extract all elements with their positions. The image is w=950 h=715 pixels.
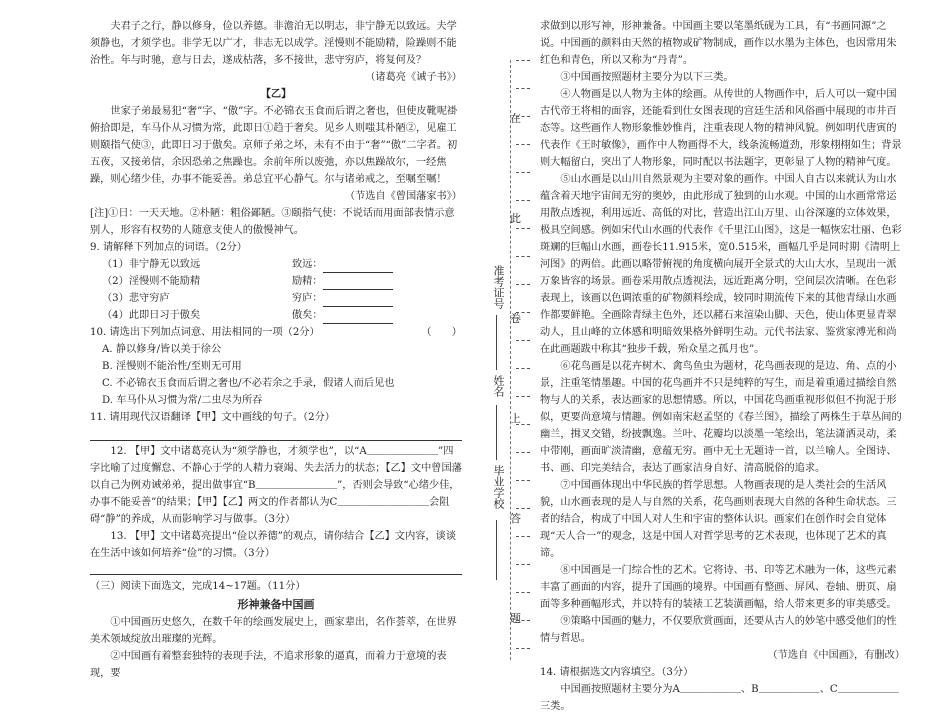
school-field[interactable] (496, 520, 497, 580)
margin-dash (516, 256, 530, 257)
margin-dash (516, 620, 530, 621)
margin-dash (516, 424, 530, 425)
margin-dash (516, 200, 530, 201)
q11-answer-line[interactable] (90, 426, 462, 441)
q10-option-b: B. 淫慢则不能治性/至则无可用 (102, 361, 242, 372)
left-column (90, 18, 462, 682)
margin-dash (516, 396, 530, 397)
margin-char: 题 (510, 612, 521, 625)
margin-dash (516, 312, 530, 313)
answer-blank[interactable] (323, 312, 393, 324)
passage-yi: 世家子弟最易犯“奢”字、“傲”字。不必锦衣玉食而后谓之奢也，但使皮靴呢褂俯拾即是，车马仆从习惯为常，此即日①趋于奢矣。见乡人则嗤其朴陋②，见雇工则颐指气使③，此即日习于傲矣。京师子弟之坏，未有不由于“奢”“傲”二字者。初五夜，又接弟信，余因恐弟之焦躁也。余前年所以废弛，亦以焦躁故尔，一经焦躁，则心绪少佳，办事不能妥善。弟总宜平心静气。尔与诸弟戒之，至嘱至嘱！ (90, 106, 458, 185)
margin-dash (516, 648, 530, 649)
margin-dash (516, 564, 530, 565)
margin-dash (516, 368, 530, 369)
margin-dash (516, 452, 530, 453)
name-label: 姓名 (492, 375, 505, 397)
q9-row-4: （4）此即日习于傲矣 傲矣： (90, 307, 462, 324)
binding-margin (476, 60, 536, 660)
q10-option-a: A. 静以修身/皆以美于徐公 (102, 344, 222, 355)
margin-dash (516, 480, 530, 481)
margin-char: 上 (510, 412, 521, 425)
article-para-7: ⑦中国画体现出中华民族的哲学思想。人物画表现的是人类社会的生活风貌，山水画表现的是人与自然的关系，花鸟画则表现大自然的各种生命状态。三者的结合，构成了中国人对人生和宇宙的整体认识。画家们在创作时会自觉体现“天人合一”的观念，这是中国人对哲学思考的艺术表现，也体现了艺术的真谛。 (540, 480, 897, 559)
seal-line (510, 60, 511, 660)
exam-number-label: 准考证号 (492, 265, 505, 309)
passage-jia: 夫君子之行，静以修身，俭以养德。非澹泊无以明志，非宁静无以致远。夫学须静也，才须学也。非学无以广才，非志无以成学。淫慢则不能励精，险躁则不能治性。年与时驰，意与日去，遂成枯落，多不接世，悲守穷庐，将复何及？ (90, 21, 457, 66)
margin-char: 此 (510, 212, 521, 225)
margin-char: 答 (510, 512, 521, 525)
article-para-9: ⑨策略中国画的魅力，不仅要欣赏画面，还要从古人的妙笔中感受他们的性情与哲思。 (540, 616, 897, 644)
question-14: 14. 请根据选文内容填空。（3分） (540, 667, 694, 678)
margin-dash (516, 144, 530, 145)
article-para-8: ⑧中国画是一门综合性的艺术。它将诗、书、印等艺术融为一体，这些元素丰富了画面的内容，提升了国画的境界。中国画有整画、屏风、卷轴、册页、扇面等多种画幅形式，并以特有的装裱工艺装潢画幅，给人带来更多的审美感受。 (540, 565, 897, 610)
source-yi: （节选自《曾国藩家书》） (344, 191, 462, 202)
margin-char: 卷 (510, 312, 521, 325)
margin-dash (516, 536, 530, 537)
right-column (540, 18, 905, 715)
annotation-note: [注]①日：一天天地。②朴陋：粗俗鄙陋。③颐指气使：不说话而用面部表情示意别人，形容有权势的人随意支使人的傲慢神气。 (90, 208, 455, 236)
margin-dash (516, 60, 530, 61)
name-field[interactable] (496, 405, 497, 460)
answer-blank[interactable] (323, 261, 393, 273)
section-three-heading: （三）阅读下面选文，完成14~17题。（11分） (90, 581, 306, 592)
question-10: 10. 请选出下列加点词意、用法相同的一项（2分） （ ） (90, 327, 462, 338)
article-source: （节选自《中国画》，有删改） (767, 650, 905, 661)
margin-dash (516, 340, 530, 341)
margin-dash (516, 116, 530, 117)
article-para-2-cont: 求做到以形写神，形神兼备。中国画主要以笔墨纸砚为工具，有“书画同源”之说。中国画的颜料由天然的植物或矿物制成，画作以水墨为主体色，也因常用朱红色和青色，所以又称为“丹青”。 (540, 21, 897, 66)
margin-char: 在 (510, 112, 521, 125)
q9-row-2: （2）淫慢则不能励精 励精： (90, 273, 462, 290)
q10-option-d: D. 车马仆从习惯为常/二虫尽为所吞 (102, 395, 263, 406)
label-yi: 【乙】 (260, 88, 292, 100)
question-9: 9. 请解释下列加点的词语。（2分） (90, 242, 247, 253)
question-12: 12. 【甲】文中诸葛亮认为“须学静也，才须学也”，以“A＿＿＿＿＿＿＿”四字比喻了过度懈怠、不静心于学的人精力衰竭、失去活力的状态；【乙】文中曾国藩以自己为例劝诫弟弟，提出做事宜“B＿＿＿＿＿＿＿＿”，否则会导致“心绪少佳，办事不能妥善”的结果；【甲】【乙】两文的作者都认为C＿＿＿＿＿＿＿＿＿会阻碍“静”的养成，从而影响学习与做事。（3分） (90, 446, 462, 525)
article-para-6: ⑥花鸟画是以花卉树木、禽鸟鱼虫为题材，花鸟画表现的是边、角、点的小景，注重笔情墨趣。中国的花鸟画并不只是纯粹的写生，而是着重通过描绘自然物与人的关系，表达画家的思想情感。所以，中国花鸟画重视形似但不拘泥于形似，更要尚意境与情趣。例如南宋赵孟坚的《春兰图》，描绘了两株生于草丛间的幽兰，揖叉交错，纷披飘逸。兰叶、花瓣均以淡墨一笔绘出，笔法潇洒灵动，柔中带刚，画面旷淡清幽，意蕴无穷。画中无土无题诗一首，以兰喻人。全图诗、书、画、印完美结合，表达了画家洁身自好、清高脱俗的追求。 (540, 361, 902, 474)
margin-dash (516, 508, 530, 509)
answer-blank[interactable] (323, 295, 393, 307)
exam-number-field[interactable] (496, 315, 497, 370)
article-title: 形神兼备中国画 (237, 598, 315, 611)
q9-row-1: （1）非宁静无以致远 致远： (90, 256, 462, 273)
margin-dash (516, 284, 530, 285)
question-11: 11. 请用现代汉语翻译【甲】文中画线的句子。（2分） (90, 412, 335, 423)
article-para-2: ②中国画有着整套独特的表现手法，不追求形象的逼真，而着力于意境的表现，要 (90, 651, 447, 679)
q9-row-3: （3）悲守穷庐 穷庐： (90, 290, 462, 307)
margin-dash (516, 592, 530, 593)
article-para-4: ④人物画是以人物为主体的绘画。从传世的人物画作中，后人可以一窥中国古代帝王将相的面容，还能看到仕女图表现的宫廷生活和风俗画中展现的市井百态等。这些画作人物形象惟妙惟肖，注重表现人物的精神风貌。例如明代唐寅的代表作《王时敏像》，画作中人物画得不大，线条流畅道劲，形象栩栩如生；背景则大幅留白，突出了人物形象，同时配以书法题字，更彰显了人物的精神气度。 (540, 89, 902, 168)
answer-blank[interactable] (323, 278, 393, 290)
question-13: 13. 【甲】文中诸葛亮提出“俭以养德”的观点，请你结合【乙】文内容，谈谈在生活中该如何培养“俭”的习惯。（3分） (90, 531, 457, 559)
margin-dash (516, 228, 530, 229)
question-14-body: 中国画按照题材主要分为A＿＿＿＿＿＿、B＿＿＿＿＿＿、C＿＿＿＿＿＿三类。 (540, 684, 899, 712)
school-label: 毕业学校 (492, 465, 505, 509)
margin-dash (516, 88, 530, 89)
q13-answer-line[interactable] (90, 562, 462, 575)
article-para-3: ③中国画按照题材主要分为以下三类。 (560, 72, 734, 83)
article-para-5: ⑤山水画是以山川自然景观为主要对象的画作。中国人自古以来就认为山水蕴含着天地宇宙间无穷的奥妙，由此形成了独到的山水观。中国的山水画常常运用散点透视，利用远近、高低的对比，营造出江山万里、山谷深邃的立体效果，极具空间感。例如宋代山水画的代表作《千里江山图》，这是一幅恢宏壮丽、色彩斑斓的巨幅山水画，画卷长11.915米，宽0.515米，画幅几乎是同时期《清明上河图》的两倍。此画以略带俯视的角度横向展开全景式的大山大水，呈现出一派万象皆容的场景。画卷采用散点透视法，远近距离分明，空间层次清晰。在色彩表现上，该画以色调浓重的矿物颜料绘成，较同时期流传下来的其他青绿山水画作都要鲜艳。全画除青绿主色外，还以赭石来渲染山脚、天色，使山体更显青翠动人，且山峰的立体感和明暗效果格外鲜明生动。元代书法家、鉴赏家溥光和尚在此画题跋中称其“独步千载，殆众星之孤月也”。 (540, 174, 902, 355)
source-jia: （诸葛亮《诫子书》） (365, 72, 462, 83)
article-para-1: ①中国画历史悠久，在数千年的绘画发展史上，画家辈出，名作荟萃，在世界美术领域绽放出璀璨的光辉。 (90, 617, 457, 645)
q10-option-c: C. 不必锦衣玉食而后谓之奢也/不必若余之手录，假诸人而后见也 (102, 378, 395, 389)
margin-dash (516, 172, 530, 173)
